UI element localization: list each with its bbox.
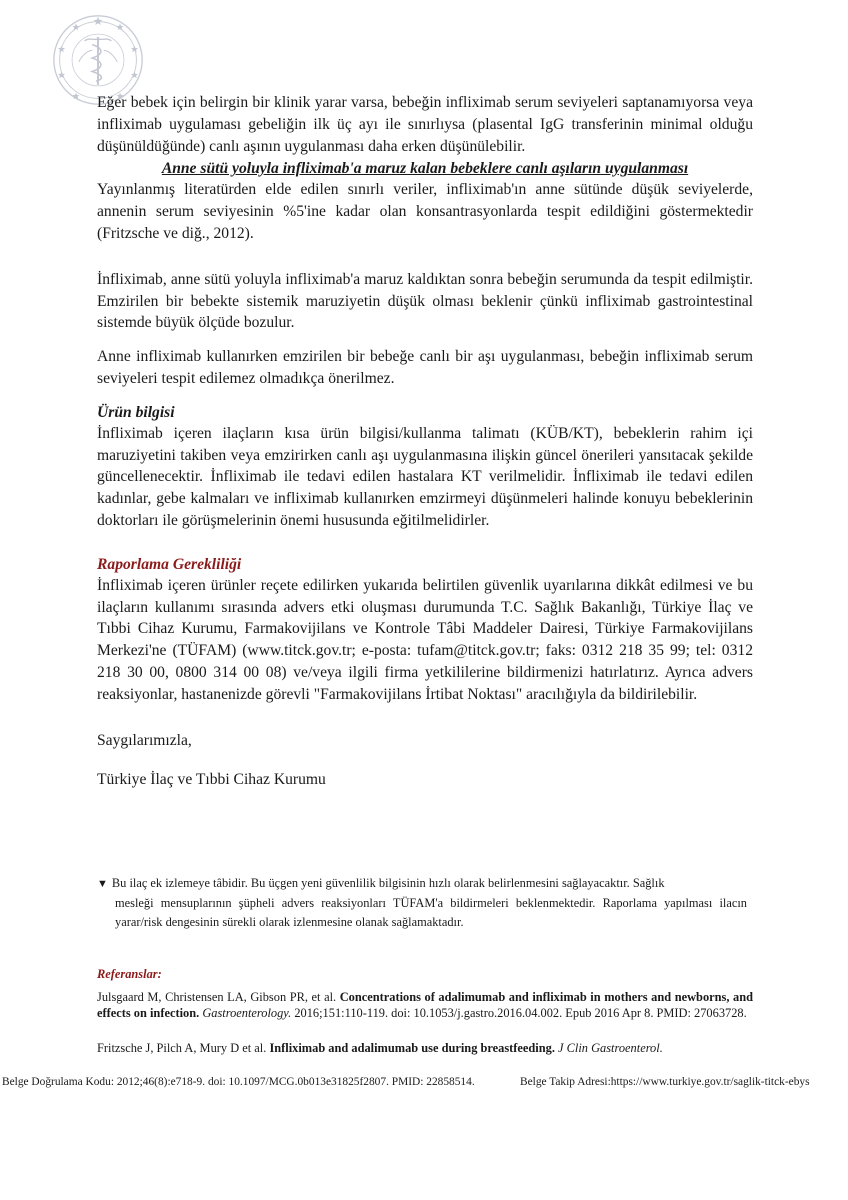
paragraph-product-info: İnfliximab içeren ilaçların kısa ürün bilgisi/kullanma talimatı (KÜB/KT), bebeklerin rahim içi maruziyetini takiben veya emzirirken canlı aşı uygulanmasına ilişkin güncel önerileri yansıtacak şekilde güncellenecektir. İnfliximab ile tedavi edilen hastalara KT verilmelidir. İnfliximab ile tedavi edilen kadınlar, gebe kalmaları ve infliximab kullanırken emzirmeyi düşünmeleri halinde konuyu bebeklerinin doktorları ile görüşmelerinin önemi hususunda eğitilmelidirler.	[97, 424, 753, 529]
footnote-line-1: Bu ilaç ek izlemeye tâbidir. Bu üçgen yeni güvenlilik bilgisinin hızlı olarak belirlenmesini sağlayacaktır. Sağlık	[111, 876, 665, 890]
footnote-rest: mesleği mensuplarının şüpheli advers reaksiyonları TÜFAM'a bildirmeleri beklenmektedir. Raporlama yapılması ilacın yarar/risk dengesinin sürekli olarak izlenmesine olanak sağlamaktadır.	[115, 896, 747, 929]
footer-tracking-address: Belge Takip Adresi:https://www.turkiye.gov.tr/saglik-titck-ebys	[520, 1076, 810, 1088]
closing-salutation: Saygılarımızla,	[97, 731, 192, 749]
black-triangle-footnote	[97, 874, 747, 932]
reference-item	[97, 989, 753, 1022]
reference-journal: J Clin Gastroenterol.	[558, 1040, 663, 1055]
heading-product-info: Ürün bilgisi	[97, 403, 175, 421]
reference-journal: Gastroenterology.	[202, 1006, 292, 1021]
reference-item	[97, 1040, 753, 1057]
references-section	[97, 966, 753, 1074]
letter-body	[97, 92, 753, 791]
paragraph-infant-serum: İnfliximab, anne sütü yoluyla infliximab'a maruz kaldıktan sonra bebeğin serumunda da tespit edilmiştir. Emzirilen bir bebekte sistemik maruziyetin düşük olması beklenir çünkü infliximab gastrointestinal sistemde büyük ölçüde bozulur.	[97, 270, 753, 332]
paragraph-live-vaccine-recommendation: Anne infliximab kullanırken emzirilen bir bebeğe canlı bir aşı uygulanması, bebeğin infliximab serum seviyeleri tespit edilemez olmadıkça önerilmez.	[97, 348, 753, 387]
reference-authors: Julsgaard M, Christensen LA, Gibson PR, et al.	[97, 989, 337, 1004]
footer-verification-code: Belge Doğrulama Kodu: 2012;46(8):e718-9. doi: 10.1097/MCG.0b013e31825f2807. PMID: 22858514.	[2, 1076, 475, 1088]
reference-authors: Fritzsche J, Pilch A, Mury D et al.	[97, 1040, 267, 1055]
heading-breastfeeding-vaccines: Anne sütü yoluyla infliximab'a maruz kalan bebeklere canlı aşıların uygulanması	[161, 160, 689, 178]
paragraph-live-vaccine-intro: Eğer bebek için belirgin bir klinik yarar varsa, bebeğin infliximab serum seviyeleri saptanamıyorsa veya infliximab uygulaması gebeliğin ilk üç ayı ile sınırlıysa (plasental IgG transferinin minimal olduğu düşünüldüğünde) canlı aşının uygulanması daha erken düşünülebilir.	[97, 94, 753, 155]
signature-institution: Türkiye İlaç ve Tıbbi Cihaz Kurumu	[97, 771, 326, 789]
heading-reporting: Raporlama Gerekliliği	[97, 555, 242, 573]
black-triangle-icon: ▼	[97, 878, 108, 890]
paragraph-reporting: İnfliximab içeren ürünler reçete edilirken yukarıda belirtilen güvenlik uyarılarına dikkât edilmesi ve bu ilaçların kullanımı sırasında advers etki oluşması durumunda T.C. Sağlık Bakanlığı, Türkiye İlaç ve Tıbbi Cihaz Kurumu, Farmakovijilans ve Kontrole Tâbi Maddeler Dairesi, Türkiye Farmakovijilans Merkezi'ne (TÜFAM) (www.titck.gov.tr; e-posta: tufam@titck.gov.tr; faks: 0312 218 35 99; tel: 0312 218 30 00, 0800 314 00 08) ve/veya ilgili firma yetkililerine bildirmenizi hatırlatırız. Ayrıca advers reaksiyonlar, hastanenizde görevli "Farmakovijilans İrtibat Noktası" aracılığıyla da bildirilebilir.	[97, 576, 753, 703]
paragraph-literature-data: Yayınlanmış literatürden elde edilen sınırlı veriler, infliximab'ın anne sütünde düşük seviyelerde, annenin serum seviyesinin %5'ine kadar olan konsantrasyonlarda tespit edildiğini göstermektedir (Fritzsche ve diğ., 2012).	[97, 181, 753, 242]
references-heading: Referanslar:	[97, 967, 162, 981]
reference-details: 2016;151:110-119. doi: 10.1053/j.gastro.2016.04.002. Epub 2016 Apr 8. PMID: 27063728.	[294, 1006, 747, 1021]
reference-title: Infliximab and adalimumab use during breastfeeding.	[269, 1040, 555, 1055]
reference-title: Concentrations of adalimumab and infliximab in mothers and newborns, and effects on infection.	[97, 989, 754, 1021]
